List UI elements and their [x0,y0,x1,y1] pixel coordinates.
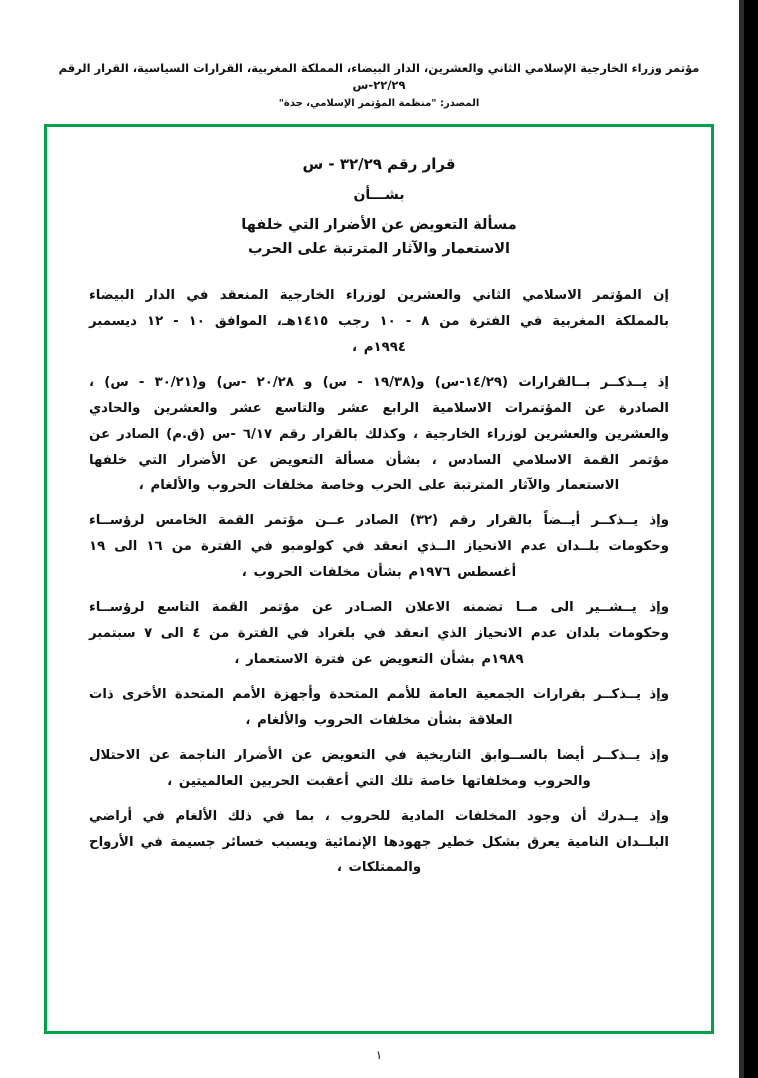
paragraph-text: بالقرار رقم (٣٢) الصادر عــن مؤتمر القمة الخامس لرؤســاء وحكومات بلــدان عدم الانحياز الــذي انعقد في كولومبو في الفترة من ١٦ الى ١٩ أغسطس ١٩٧٦م بشأن مخلفات الحروب ، [89,513,670,581]
paragraph-lead: وإذ يــشــير [586,600,669,616]
resolution-body [89,283,669,881]
paragraph-lead: إذ يــذكــر [600,374,669,390]
paragraph-text: أيضا بالســوابق التاريخية في التعويض عن الأضرار الناجمة عن الاحتلال والحروب ومخلفاتها خاصة تلك التي أعقبت الحربين العالميتين ، [89,747,594,789]
frame-content [47,127,711,1031]
resolution-title-line-2: الاستعمار والآثار المترتبة على الحرب [247,241,511,257]
paragraph-lead: وإذ يــذكــر [594,686,669,702]
paragraph-text: أن وجود المخلفات المادية للحروب ، بما في ذلك الألغام في أراضي البلــدان النامية يعرق بشكل خطير جهودها الإنمائية ويسبب خسائر جسيمة في الأرواح والممتلكات ، [89,808,669,876]
paragraph [89,682,669,734]
scan-edge-artifact-inner [739,0,744,1078]
page-number: ١ [375,1048,383,1062]
paragraph [89,508,669,586]
scan-edge-artifact [744,0,758,1078]
paragraph-lead: وإذ يــذكــر [593,747,669,763]
paragraph-text: بقرارات الجمعية العامة للأمم المتحدة وأجهزة الأمم المتحدة الأخرى ذات العلاقة بشأن مخلفات الحروب والألغام ، [89,686,595,728]
resolution-title-line-1: مسألة التعويض عن الأضرار التي خلفها [241,217,517,233]
resolution-subject-word: بشـــأن [353,187,405,203]
green-border-frame [44,124,714,1034]
paragraph [89,804,669,882]
document-header [48,60,710,109]
paragraph [89,283,669,361]
resolution-title-block [89,155,669,257]
paragraph [89,370,669,500]
paragraph-lead: وإذ يــذكــر أيــضاً [543,513,670,529]
paragraph-text: الى مــا تضمنه الاعلان الصـادر عن مؤتمر القمة التاسع لرؤســاء وحكومات بلدان عدم الانحياز الذي انعقد في بلغراد في الفترة من ٤ الى ٧ سبتمبر ١٩٨٩م بشأن التعويض عن فترة الاستعمار ، [89,600,670,667]
header-source-line: المصدر: "منظمة المؤتمر الإسلامي، جدة" [278,97,480,109]
paragraph [89,595,669,673]
resolution-number: قرار رقم ٣٢/٢٩ - س [302,155,456,173]
paragraph-text: إن المؤتمر الاسلامي الثاني والعشرين لوزراء الخارجية المنعقد في الدار البيضاء بالمملكة المغربية في الفترة من ٨ - ١٠ رجب ١٤١٥هـ، الموافق ١٠ - ١٢ ديسمبر ١٩٩٤م ، [89,288,670,355]
header-citation-line: مؤتمر وزراء الخارجية الإسلامي الثاني والعشرين، الدار البيضاء، المملكة المغربية، القرارات السياسية، القرار الرقم ٢٢/٢٩-س [58,61,700,93]
paragraph-lead: وإذ يــدرك [597,808,670,824]
paragraph-text: بــالقرارات (١٤/٢٩-س) و(١٩/٣٨ - س) و ٢٠/٢٨ -س) و(٣٠/٢١ - س) ، الصادرة عن المؤتمرات الاسلامية الرابع عشر والتاسع عشر والعشرين والحادي والعشرين والعشرين لوزراء الخارجية ، وكذلك بالقرار رقم ٦/١٧ -س (ق.م) الصادر عن مؤتمر القمة الاسلامي السادس ، بشأن مسألة التعويض عن الأضرار التي خلفها الاستعمار والآثار المترتبة على الحرب وخاصة مخلفات الحروب والألغام ، [89,374,669,494]
paragraph [89,743,669,795]
